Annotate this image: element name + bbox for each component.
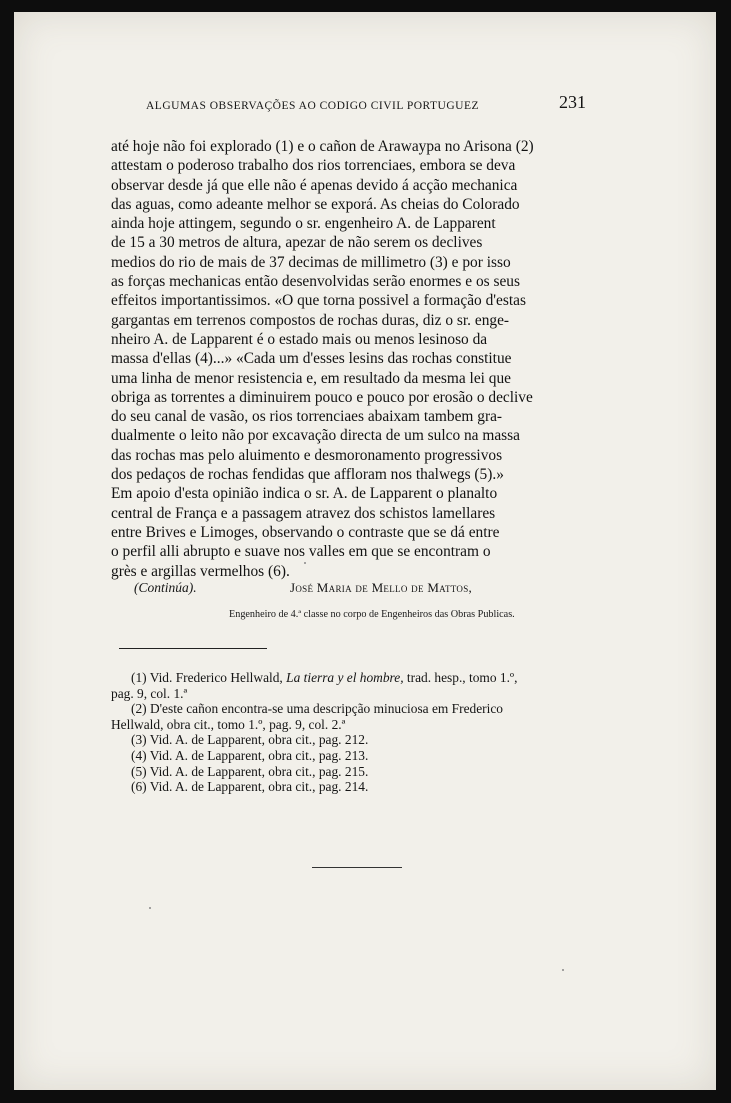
- footnote-3: (3) Vid. A. de Lapparent, obra cit., pag. 212.: [131, 732, 369, 748]
- footnote-4: (4) Vid. A. de Lapparent, obra cit., pag. 213.: [131, 747, 369, 763]
- paper-speck: [304, 562, 306, 564]
- body-line: das rochas mas pelo aluimento e desmoronamento progressivos: [111, 446, 503, 464]
- paper-speck: [562, 969, 564, 971]
- body-line: Em apoio d'esta opinião indica o sr. A. de Lapparent o planalto: [111, 485, 498, 503]
- body-line: dualmente o leito não por excavação directa de um sulco na massa: [111, 427, 520, 445]
- page-number: 231: [559, 92, 586, 112]
- scanned-page: [14, 12, 716, 1090]
- footnote-1: (1) Vid. Frederico Hellwald, La tierra y el hombre, trad. hesp., tomo 1.º, pag. 9, col. 1.ª: [111, 670, 518, 701]
- author-title: Engenheiro de 4.ª classe no corpo de Engenheiros das Obras Publicas.: [229, 609, 515, 620]
- end-divider: [312, 867, 402, 868]
- body-line: até hoje não foi explorado (1) e o cañon de Arawaypa no Arisona (2): [111, 138, 534, 155]
- body-line: as forças mechanicas então desenvolvidas serão enormes e os seus: [111, 273, 520, 291]
- body-line: dos pedaços de rochas fendidas que affloram nos thalwegs (5).»: [111, 466, 504, 484]
- continua-note: (Continúa).: [134, 580, 197, 595]
- body-line: grès e argillas vermelhos (6).: [111, 562, 290, 580]
- body-line: gargantas em terrenos compostos de rochas duras, diz o sr. enge-: [111, 311, 510, 329]
- body-line: entre Brives e Limoges, observando o contraste que se dá entre: [111, 523, 500, 541]
- author-name: José Maria de Mello de Mattos,: [290, 580, 473, 595]
- footnote-6: (6) Vid. A. de Lapparent, obra cit., pag. 214.: [131, 779, 369, 795]
- body-line: obriga as torrentes a diminuirem pouco e pouco por erosão o declive: [111, 388, 533, 406]
- body-line: do seu canal de vasão, os rios torrenciaes abaixam tambem gra-: [111, 408, 503, 426]
- footnotes: [111, 670, 591, 795]
- body-line: observar desde já que elle não é apenas devido á acção mechanica: [111, 176, 518, 194]
- body-text: [111, 137, 583, 581]
- body-line: central de França e a passagem atravez dos schistos lamellares: [111, 504, 496, 522]
- body-line: effeitos importantissimos. «O que torna possivel a formação d'estas: [111, 292, 526, 310]
- signature-block: [134, 580, 604, 602]
- body-line: massa d'ellas (4)...» «Cada um d'esses lesins das rochas constitue: [111, 350, 512, 368]
- page-header: [146, 92, 586, 118]
- body-line: medios do rio de mais de 37 decimas de millimetro (3) e por isso: [111, 253, 511, 271]
- body-line: uma linha de menor resistencia e, em resultado da mesma lei que: [111, 369, 512, 387]
- body-line: o perfil alli abrupto e suave nos valles em que se encontram o: [111, 543, 491, 561]
- body-line: das aguas, como adeante melhor se exporá. As cheias do Colorado: [111, 195, 520, 213]
- body-line: ainda hoje attingem, segundo o sr. engenheiro A. de Lapparent: [111, 215, 496, 233]
- paper-speck: [149, 907, 151, 909]
- body-line: de 15 a 30 metros de altura, apezar de não serem os declives: [111, 234, 483, 252]
- footnote-5: (5) Vid. A. de Lapparent, obra cit., pag. 215.: [131, 763, 369, 779]
- footnote-divider: [119, 648, 267, 649]
- running-head: ALGUMAS OBSERVAÇÕES AO CODIGO CIVIL PORTUGUEZ: [146, 100, 480, 112]
- footnote-2: (2) D'este cañon encontra-se uma descripção minuciosa em Frederico Hellwald, obra cit., tomo 1.º, pag. 9, col. 2.ª: [111, 701, 503, 732]
- body-line: nheiro A. de Lapparent é o estado mais ou menos lesinoso da: [111, 330, 488, 348]
- body-line: attestam o poderoso trabalho dos rios torrenciaes, embora se deva: [111, 157, 516, 175]
